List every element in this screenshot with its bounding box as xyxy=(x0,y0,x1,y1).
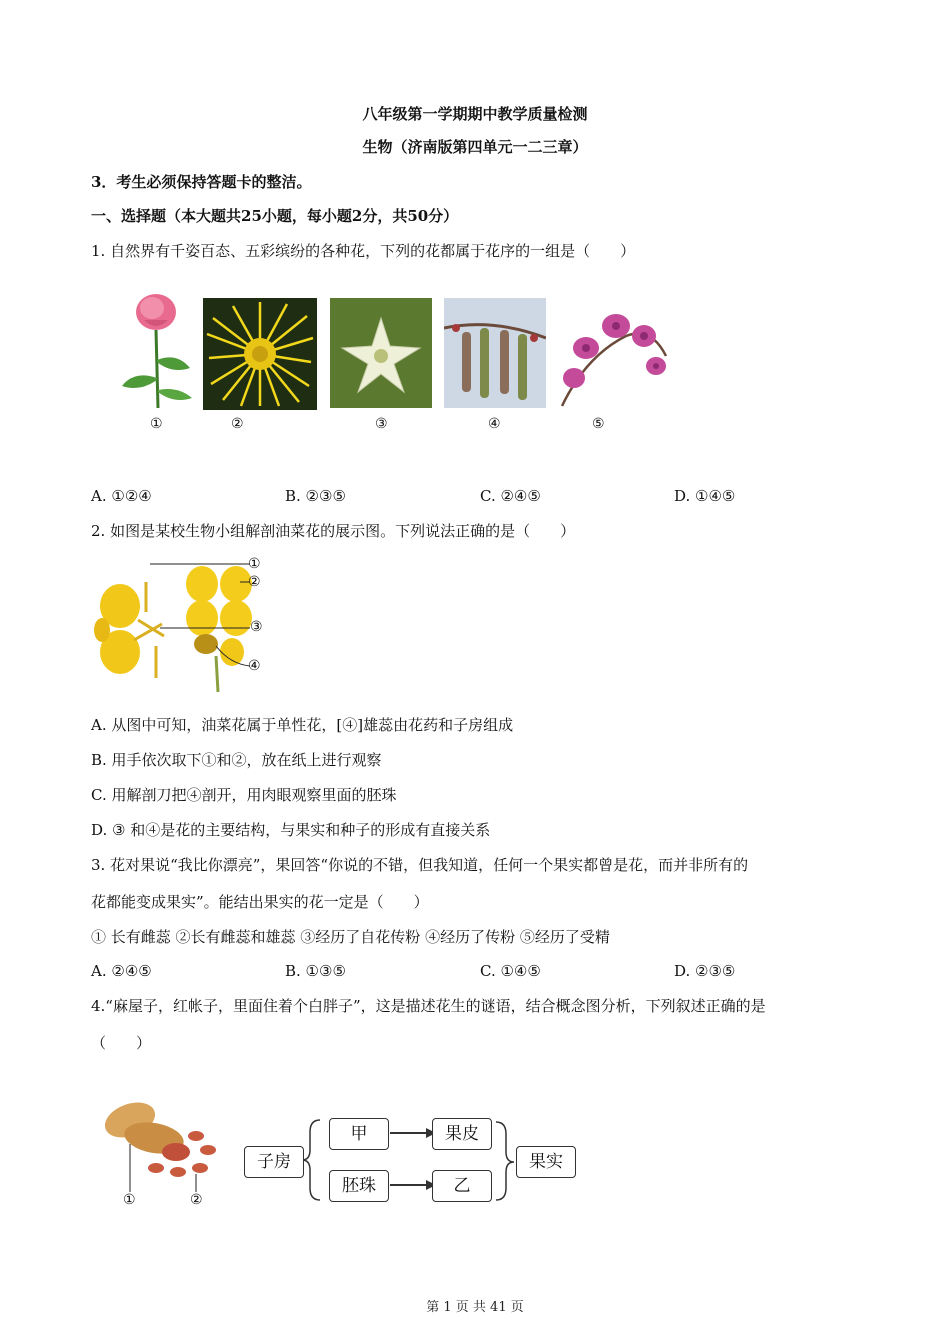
q4-label-2: ② xyxy=(190,1192,203,1208)
orchid-image xyxy=(556,296,670,408)
q2-label-3: ③ xyxy=(250,619,263,635)
q2-label-4: ④ xyxy=(248,658,261,674)
page-footer: 第 1 页 共 41 页 xyxy=(426,1300,524,1315)
q3-option-a[interactable]: A. ②④⑤ xyxy=(91,962,152,980)
q2-label-1: ① xyxy=(248,556,261,572)
rose-image xyxy=(112,290,200,410)
chrysanthemum-image xyxy=(203,298,317,410)
q1-label-3: ③ xyxy=(375,416,388,432)
ovary-box: 子房 xyxy=(244,1146,304,1178)
ovule-box: 胚珠 xyxy=(329,1170,389,1202)
rapeseed-flower-diagram xyxy=(90,556,270,696)
q4-label-1: ① xyxy=(123,1192,136,1208)
q3-option-c[interactable]: C. ①④⑤ xyxy=(480,962,541,980)
q1-option-c[interactable]: C. ②④⑤ xyxy=(480,487,541,505)
q2-stem: 2. 如图是某校生物小组解剖油菜花的展示图。下列说法正确的是（ ） xyxy=(91,522,576,540)
q1-option-a[interactable]: A. ①②④ xyxy=(91,487,152,505)
fruit-box: 果实 xyxy=(516,1146,576,1178)
q1-label-2: ② xyxy=(231,416,244,432)
jia-box: 甲 xyxy=(329,1118,389,1150)
q2-option-d[interactable]: D. ③ 和④是花的主要结构，与果实和种子的形成有直接关系 xyxy=(91,821,491,839)
q3-option-b[interactable]: B. ①③⑤ xyxy=(285,962,346,980)
q2-option-b[interactable]: B. 用手依次取下①和②，放在纸上进行观察 xyxy=(91,751,382,769)
q1-label-5: ⑤ xyxy=(592,416,605,432)
peanut-image xyxy=(96,1094,226,1194)
section-heading: 一、选择题（本大题共25小题，每小题2分，共50分） xyxy=(91,207,459,225)
q2-label-2: ② xyxy=(248,574,261,590)
q4-stem-line1: 4.“麻屋子，红帐子，里面住着个白胖子”，这是描述花生的谜语，结合概念图分析，下列叙述正确的是 xyxy=(91,997,766,1015)
exam-subtitle: 生物（济南版第四单元一二三章） xyxy=(362,138,588,156)
q3-stem-line2: 花都能变成果实”。能结出果实的花一定是（ ） xyxy=(91,893,429,911)
q1-option-d[interactable]: D. ①④⑤ xyxy=(674,487,736,505)
q3-stem-line1: 3. 花对果说“我比你漂亮”，果回答“你说的不错，但我知道，任何一个果实都曾是花，而并非所有的 xyxy=(91,856,749,874)
catkin-image xyxy=(444,298,546,408)
q3-choices: ① 长有雌蕊 ②长有雌蕊和雄蕊 ③经历了自花传粉 ④经历了传粉 ⑤经历了受精 xyxy=(91,928,610,946)
q1-label-4: ④ xyxy=(488,416,501,432)
q3-option-d[interactable]: D. ②③⑤ xyxy=(674,962,736,980)
q1-label-1: ① xyxy=(150,416,163,432)
exam-title: 八年级第一学期期中教学质量检测 xyxy=(362,105,588,123)
q1-option-b[interactable]: B. ②③⑤ xyxy=(285,487,346,505)
pericarp-box: 果皮 xyxy=(432,1118,492,1150)
q2-option-a[interactable]: A. 从图中可知，油菜花属于单性花，[④]雄蕊由花药和子房组成 xyxy=(91,716,514,734)
q4-stem-line2: （ ） xyxy=(91,1034,152,1052)
q1-stem: 1. 自然界有千姿百态、五彩缤纷的各种花，下列的花都属于花序的一组是（ ） xyxy=(91,242,636,260)
star-flower-image xyxy=(330,298,432,408)
notice-line: 3．考生必须保持答题卡的整洁。 xyxy=(91,173,312,191)
yi-box: 乙 xyxy=(432,1170,492,1202)
q2-option-c[interactable]: C. 用解剖刀把④剖开，用肉眼观察里面的胚珠 xyxy=(91,786,397,804)
